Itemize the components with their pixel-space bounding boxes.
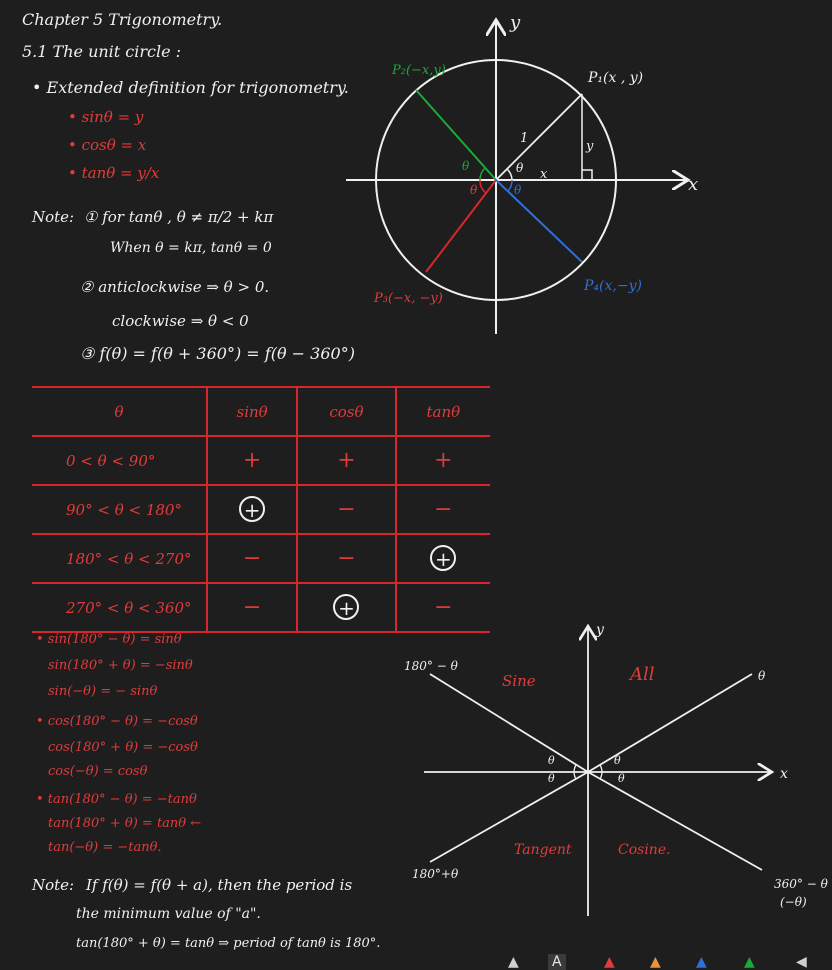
- astc-arc-q3: [574, 772, 576, 779]
- astc-axis-label-y: y: [596, 622, 604, 638]
- angle-arc-p1: [507, 169, 512, 180]
- tan-sign: −: [396, 485, 490, 534]
- line-360-minus-theta: [588, 772, 762, 870]
- theta-p3-label: θ: [470, 183, 478, 197]
- definition-cos: • cosθ = x: [68, 136, 147, 154]
- radius-one-label: 1: [520, 131, 529, 146]
- point-p2-label: P₂(−x,y): [392, 63, 446, 78]
- note-item-3: ③ f(θ) = f(θ + 360°) = f(θ − 360°): [80, 344, 355, 363]
- angle-arc-p4: [508, 180, 512, 191]
- blue-pen-icon[interactable]: ▲: [696, 954, 707, 970]
- chapter-title: Chapter 5 Trigonometry.: [22, 10, 223, 29]
- sign-table: [32, 386, 490, 633]
- identity-sin-3: sin(−θ) = − sinθ: [48, 684, 158, 699]
- extended-definition-bullet: • Extended definition for trigonometry.: [32, 78, 349, 97]
- astc-theta-q3: θ: [548, 772, 555, 785]
- note2-line1: If f(θ) = f(θ + a), then the period is: [86, 876, 353, 894]
- range-cell: 0 < θ < 90°: [32, 436, 207, 485]
- note-label: Note:: [32, 208, 75, 226]
- astc-theta-q4: θ: [618, 772, 625, 785]
- tan-sign-circled: +: [430, 545, 456, 571]
- range-cell: 270° < θ < 360°: [32, 583, 207, 632]
- quadrant-all-label: All: [630, 664, 655, 685]
- note2-label: Note:: [32, 876, 75, 894]
- cos-sign-circled: +: [333, 594, 359, 620]
- quadrant-sine-label: Sine: [502, 672, 536, 690]
- red-pen-icon[interactable]: ▲: [604, 954, 615, 970]
- sin-sign: +: [207, 436, 297, 485]
- astc-arc-q4: [600, 772, 602, 779]
- identity-tan-3: tan(−θ) = −tanθ.: [48, 840, 162, 855]
- note2-line3: tan(180° + θ) = tanθ ⇒ period of tanθ is 180°.: [76, 936, 381, 951]
- note-item-1b: When θ = kπ, tanθ = 0: [110, 240, 272, 256]
- identity-tan-2: tan(180° + θ) = tanθ ←: [48, 816, 202, 831]
- more-tools-icon[interactable]: ◀: [796, 954, 807, 970]
- angle-arc-p3: [480, 180, 486, 193]
- header-cos: cosθ: [297, 387, 395, 436]
- point-p3-label: P₃(−x, −y): [374, 291, 443, 306]
- header-tan: tanθ: [396, 387, 490, 436]
- axis-label-x: x: [688, 174, 699, 195]
- orange-pen-icon[interactable]: ▲: [650, 954, 661, 970]
- identity-cos-2: cos(180° + θ) = −cosθ: [48, 740, 198, 755]
- text-tool-icon[interactable]: A: [548, 954, 566, 970]
- side-x-label: x: [540, 167, 548, 182]
- radius-p4: [496, 180, 582, 262]
- cos-sign: +: [297, 436, 395, 485]
- label-theta: θ: [758, 669, 766, 683]
- sin-sign: −: [207, 583, 297, 632]
- theta-p4-label: θ: [514, 183, 522, 197]
- identity-cos-3: cos(−θ) = cosθ: [48, 764, 148, 779]
- section-title: 5.1 The unit circle :: [22, 42, 182, 61]
- astc-arc-q1: [600, 765, 602, 772]
- range-cell: 180° < θ < 270°: [32, 534, 207, 583]
- sin-sign-circled: +: [239, 496, 265, 522]
- point-p4-label: P₄(x,−y): [584, 278, 642, 294]
- identity-tan-1: • tan(180° − θ) = −tanθ: [36, 792, 197, 807]
- range-cell: 90° < θ < 180°: [32, 485, 207, 534]
- green-pen-icon[interactable]: ▲: [744, 954, 755, 970]
- radius-p2: [416, 90, 496, 180]
- cos-sign: −: [297, 485, 395, 534]
- label-180-plus-theta: 180°+θ: [412, 867, 459, 881]
- unit-circle-diagram: [0, 0, 832, 400]
- note2-line2: the minimum value of "a".: [76, 906, 261, 922]
- radius-p3: [426, 180, 496, 272]
- theta-p1-label: θ: [516, 161, 524, 175]
- pen-tool-icon[interactable]: ▲: [508, 954, 519, 970]
- identity-cos-1: • cos(180° − θ) = −cosθ: [36, 714, 198, 729]
- label-360-minus-theta: 360° − θ: [774, 877, 828, 891]
- radius-p1: [496, 94, 582, 180]
- quadrant-tangent-label: Tangent: [514, 842, 572, 858]
- definition-tan: • tanθ = y/x: [68, 164, 160, 182]
- line-theta: [588, 674, 752, 772]
- label-180-minus-theta: 180° − θ: [404, 659, 458, 673]
- definition-sin: • sinθ = y: [68, 108, 144, 126]
- table-row: [32, 485, 490, 534]
- side-y-label: y: [586, 139, 594, 154]
- identity-sin-2: sin(180° + θ) = −sinθ: [48, 658, 193, 673]
- table-row: [32, 534, 490, 583]
- table-header-row: [32, 387, 490, 436]
- theta-p2-label: θ: [462, 159, 470, 173]
- cos-sign: −: [297, 534, 395, 583]
- note-item-2: ② anticlockwise ⇒ θ > 0.: [80, 278, 270, 296]
- label-neg-theta: (−θ): [780, 895, 807, 909]
- axis-label-y: y: [510, 12, 521, 33]
- point-p1-label: P₁(x , y): [588, 70, 644, 86]
- sin-sign: −: [207, 534, 297, 583]
- tan-sign: +: [396, 436, 490, 485]
- astc-theta-q2: θ: [548, 754, 555, 767]
- pen-toolbar: [500, 952, 832, 970]
- table-row: [32, 436, 490, 485]
- tan-sign: −: [396, 583, 490, 632]
- note-item-2b: clockwise ⇒ θ < 0: [112, 312, 249, 330]
- angle-arc-p2: [480, 168, 485, 180]
- astc-theta-q1: θ: [614, 754, 621, 767]
- note-item-1: ① for tanθ , θ ≠ π/2 + kπ: [84, 208, 274, 226]
- astc-axis-label-x: x: [780, 766, 788, 782]
- right-angle-mark: [582, 170, 592, 180]
- header-sin: sinθ: [207, 387, 297, 436]
- identity-sin-1: • sin(180° − θ) = sinθ: [36, 632, 182, 647]
- quadrant-cosine-label: Cosine.: [618, 842, 671, 858]
- header-theta: θ: [32, 387, 207, 436]
- astc-arc-q2: [574, 765, 576, 772]
